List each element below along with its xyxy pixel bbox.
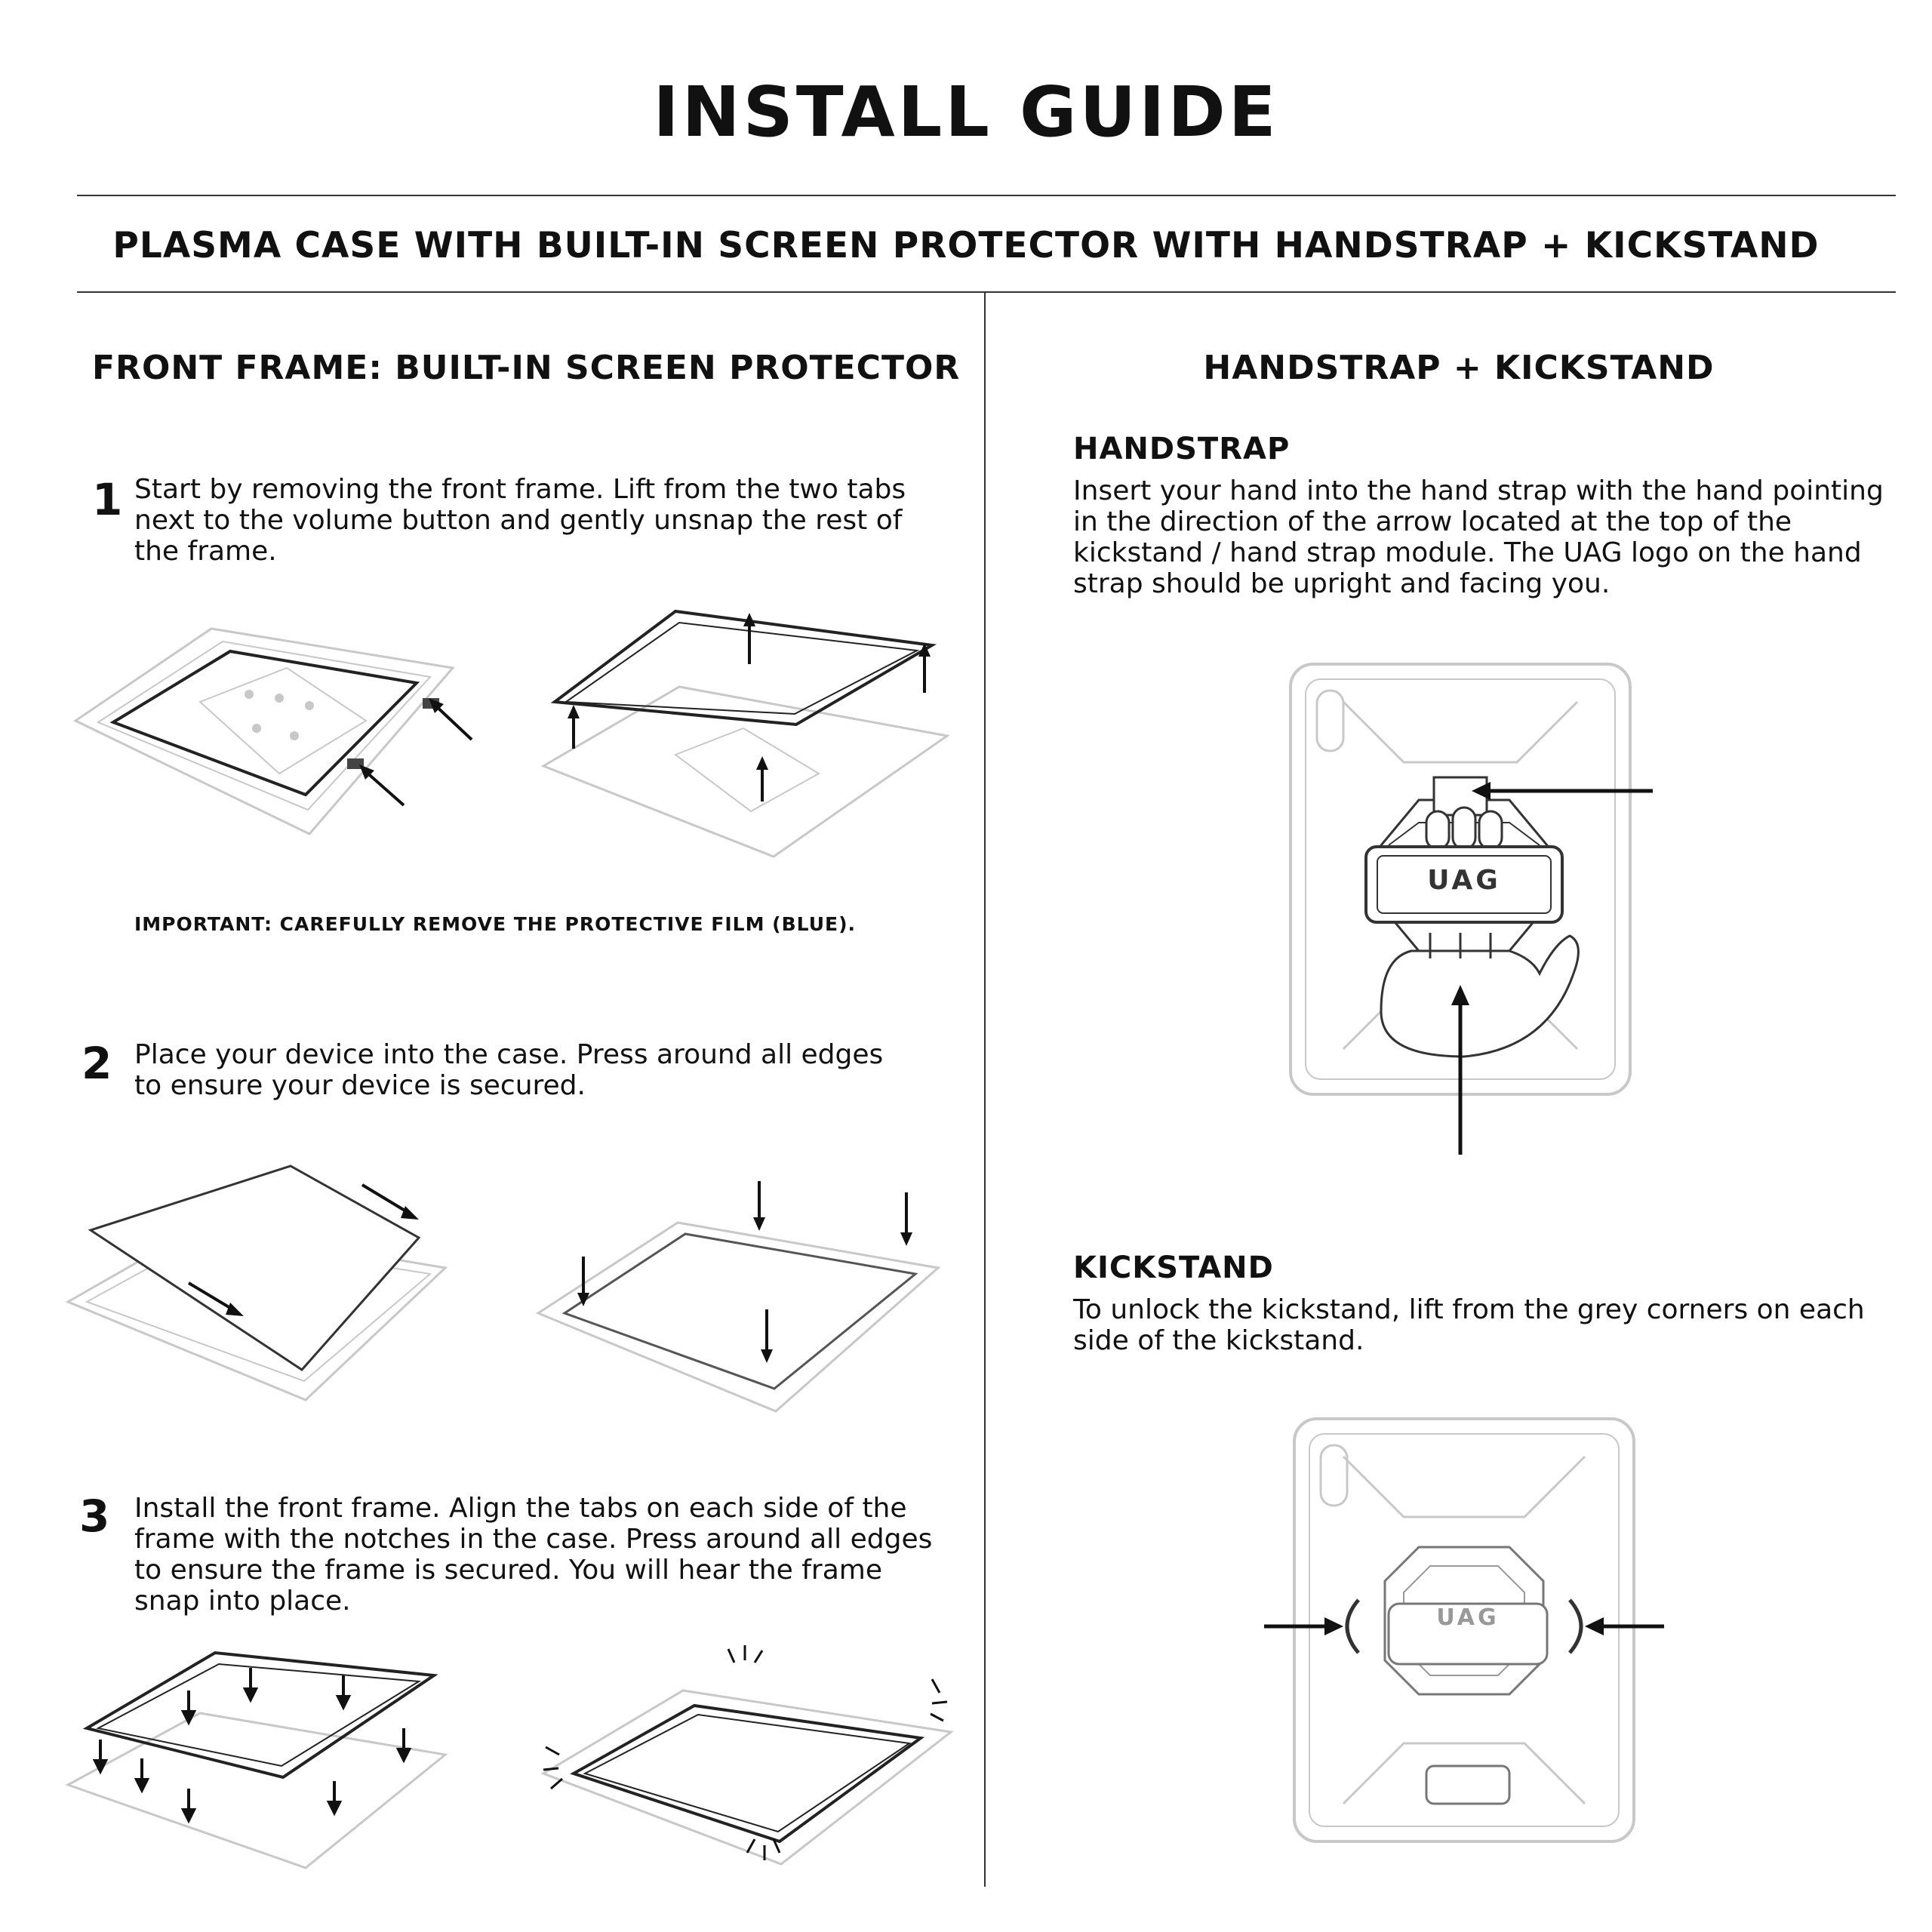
column-divider <box>984 293 986 1887</box>
step-1-lift-frame-illustration <box>540 604 962 860</box>
kickstand-uag-logo: UAG <box>1436 1604 1500 1631</box>
page-title: INSTALL GUIDE <box>653 72 1279 152</box>
step-2-text: Place your device into the case. Press around all edges to ensure your device is secured. <box>134 1039 884 1101</box>
step-2-insert-device-illustration <box>64 1162 457 1404</box>
step-1-text: Start by removing the front frame. Lift from the two tabs next to the volume button and gently unsnap the rest of the frame. <box>134 474 906 567</box>
kickstand-title: KICKSTAND <box>1073 1251 1274 1285</box>
step-3-align-frame-illustration <box>64 1645 457 1872</box>
handstrap-uag-logo: UAG <box>1427 865 1501 896</box>
divider-top <box>77 195 1896 196</box>
product-subtitle: PLASMA CASE WITH BUILT-IN SCREEN PROTECTOR WITH HANDSTRAP + KICKSTAND <box>112 225 1820 266</box>
step-2-press-device-illustration <box>534 1174 942 1415</box>
divider-bottom <box>77 291 1896 293</box>
handstrap-kickstand-heading: HANDSTRAP + KICKSTAND <box>1203 349 1715 387</box>
handstrap-text: Insert your hand into the hand strap with the hand pointing in the direction of the arrow located at the top of the kickstand / hand strap module. The UAG logo on the hand strap should be upright and facing you. <box>1073 475 1884 599</box>
handstrap-illustration <box>1283 657 1675 1155</box>
front-frame-heading: FRONT FRAME: BUILT-IN SCREEN PROTECTOR <box>92 349 961 387</box>
kickstand-text: To unlock the kickstand, lift from the grey corners on each side of the kickstand. <box>1073 1294 1865 1356</box>
step-1-remove-frame-illustration <box>68 615 491 841</box>
step-1-number: 1 <box>92 474 123 525</box>
step-3-number: 3 <box>79 1491 110 1542</box>
step-3-snap-frame-illustration <box>540 1641 962 1868</box>
handstrap-title: HANDSTRAP <box>1073 432 1291 466</box>
important-note: IMPORTANT: CAREFULLY REMOVE THE PROTECTIVE FILM (BLUE). <box>134 913 857 935</box>
step-3-text: Install the front frame. Align the tabs on each side of the frame with the notches in the case. Press around all edges to ensure the frame is secured. You will hear the frame snap into place. <box>134 1493 933 1617</box>
step-2-number: 2 <box>82 1038 112 1089</box>
